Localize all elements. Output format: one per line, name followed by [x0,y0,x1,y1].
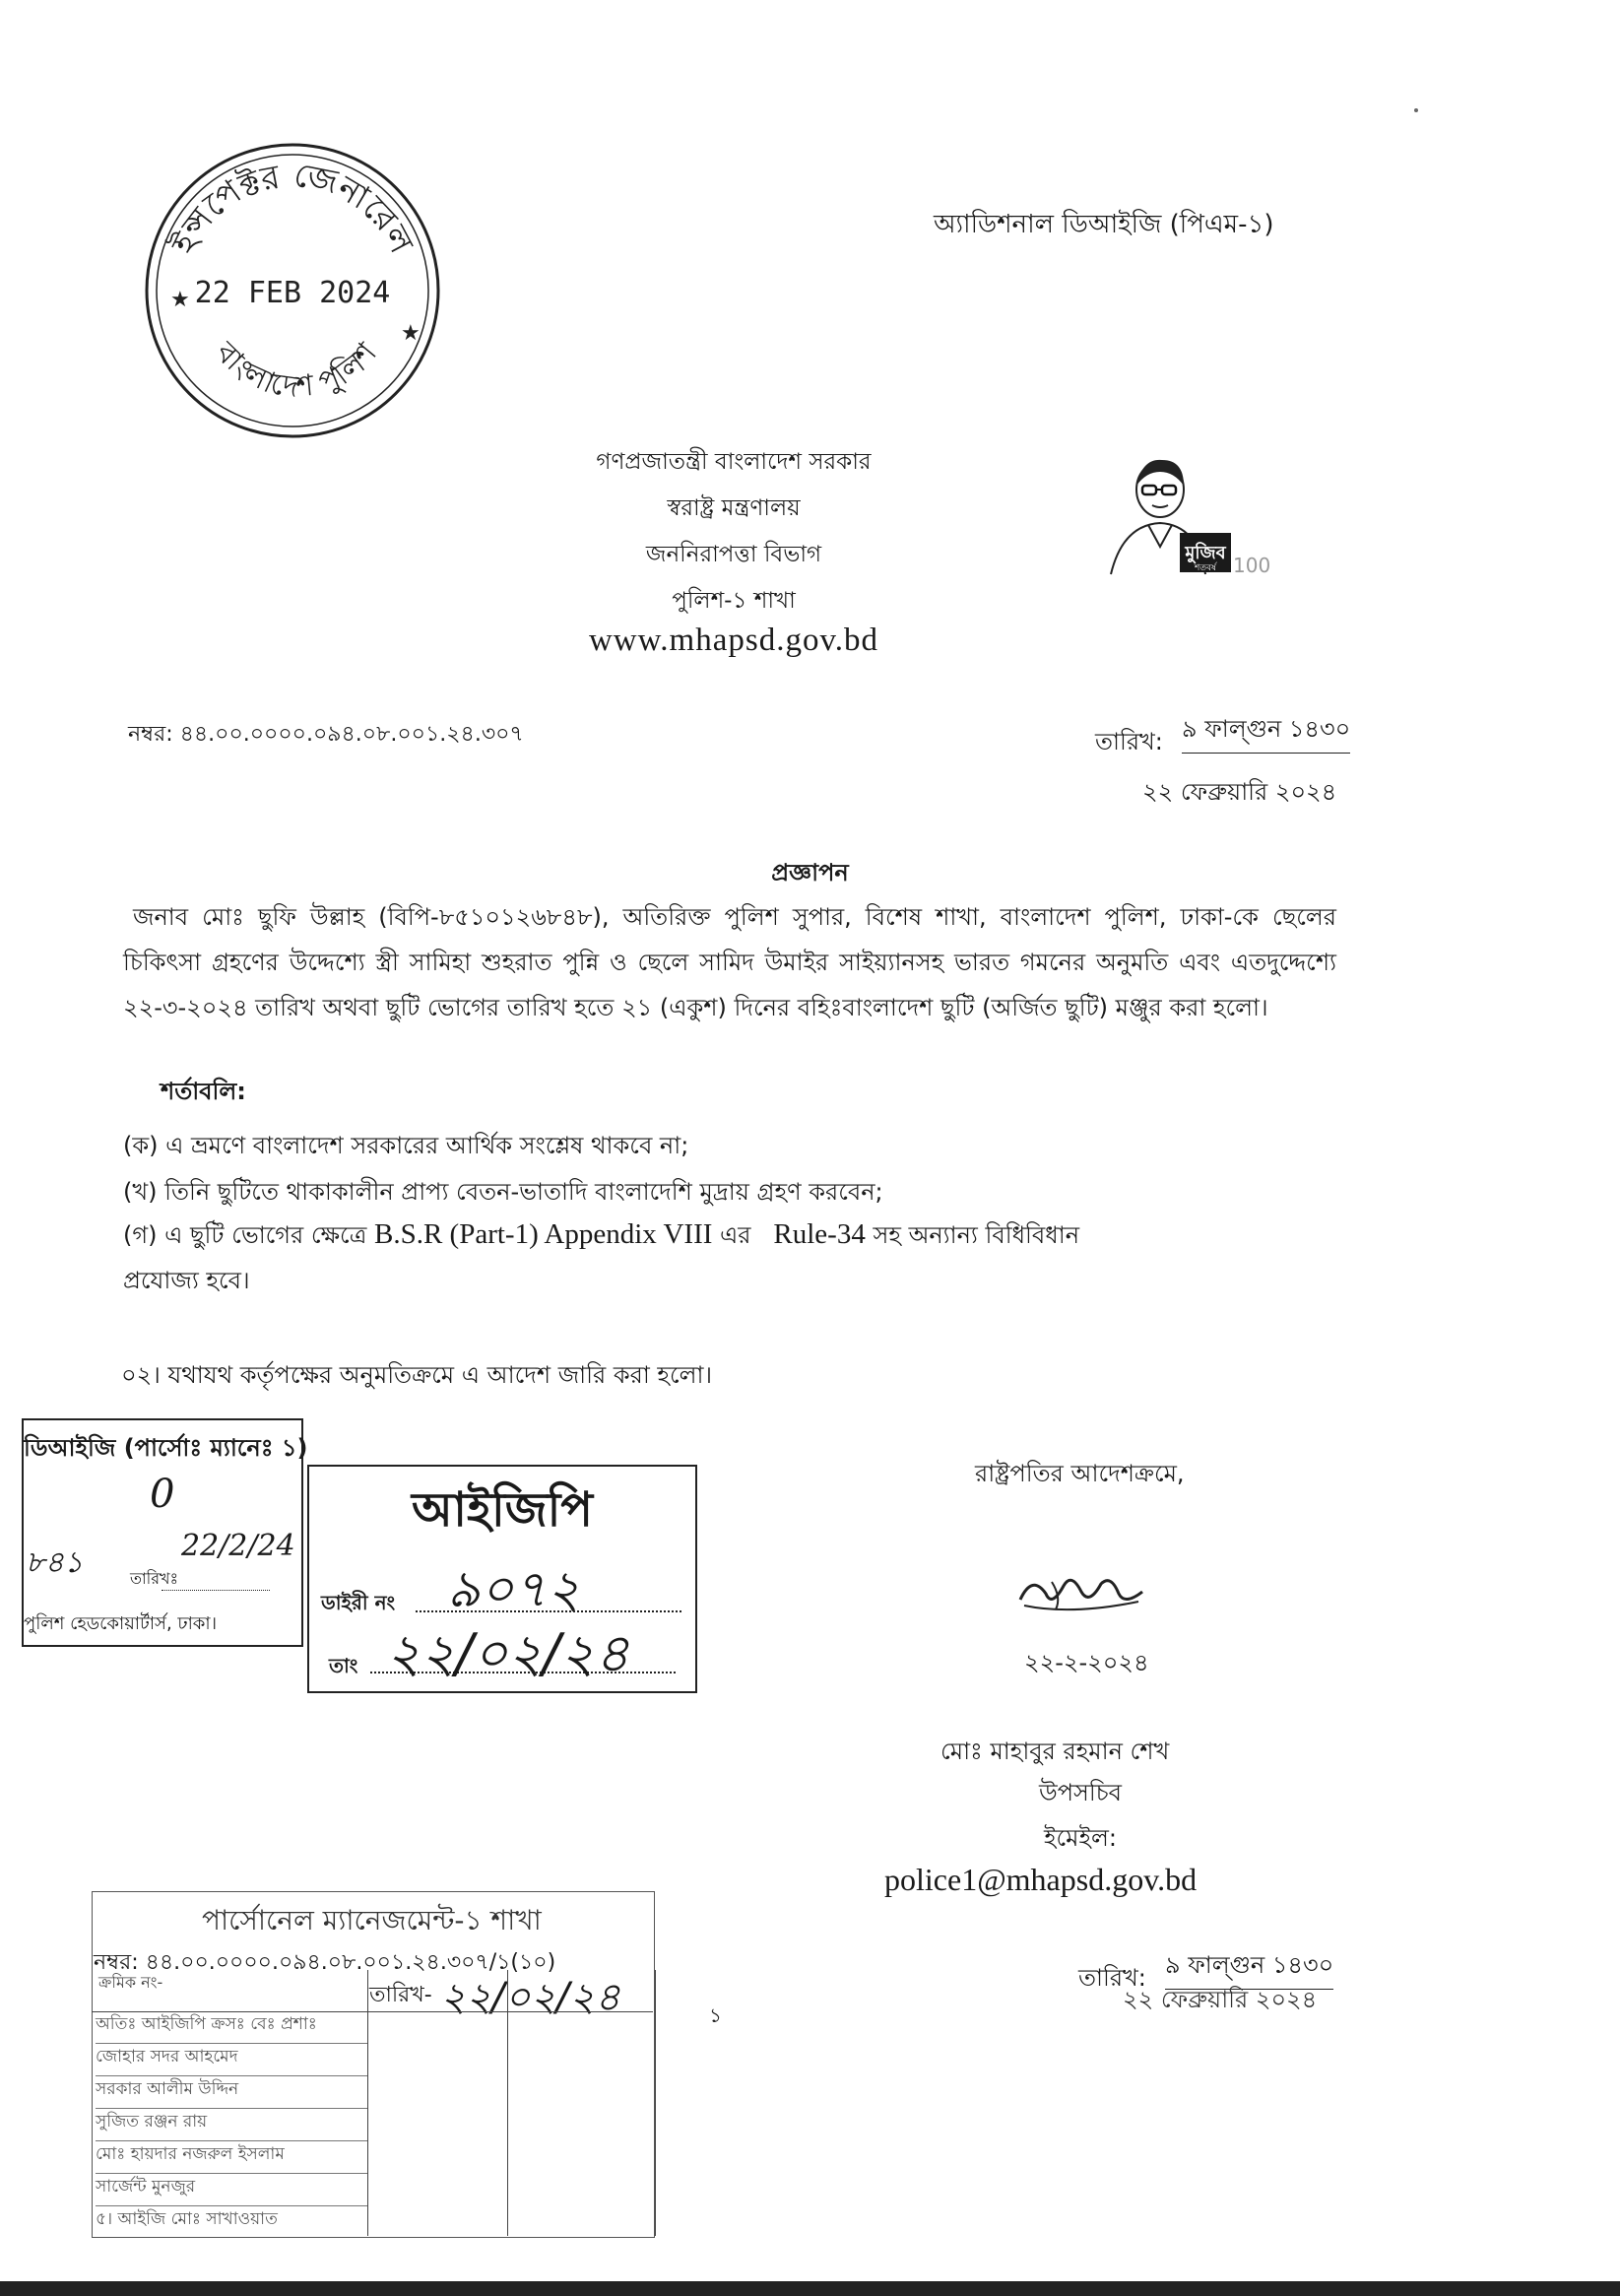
condition-c-rule: Rule-34 [773,1218,866,1250]
stamp1-number: ৮৪১ [26,1545,84,1580]
header-branch: পুলিশ-১ শাখা [672,588,796,614]
stamp1-date-label: তারিখঃ [130,1569,179,1588]
condition-c-line2: প্রযোজ্য হবে। [123,1267,250,1294]
condition-c-mid: এর [720,1221,751,1249]
portrait-icon [1103,448,1275,581]
stamp3-row: অতিঃ আইজিপি ক্রসঃ বেঃ প্রশাঃ [96,2011,367,2044]
igp-diary-stamp [307,1465,697,1693]
ig-office-seal [143,133,443,443]
page-number: ১ [709,2003,722,2027]
scan-bottom-edge [0,2281,1620,2296]
stamp2-diary-label: ডাইরী নং [321,1591,396,1614]
seal-graphic [143,133,443,443]
seal-bottom-text: বাংলাদেশ পুলিশ [208,335,384,405]
stamp3-date-hand: ২২/০২/২৪ [440,1975,620,2020]
stamp2-date: ২২/০২/২৪ [386,1622,629,1684]
condition-c-post: সহ অন্যান্য বিধিবিধান [873,1221,1080,1249]
stamp1-footer: পুলিশ হেডকোয়ার্টার্স, ঢাকা। [24,1613,218,1634]
stamp2-date-label: তাং [329,1654,358,1677]
header-website[interactable]: www.mhapsd.gov.bd [588,623,879,658]
mujib-borsho-logo [1103,448,1275,581]
seal-date: 22 FEB 2024 [194,276,391,310]
scan-speck [1414,108,1418,112]
conditions-title: শর্তাবলি: [161,1078,246,1105]
stamp3-row: জোহার সদর আহমেদ [96,2044,367,2076]
stamp1-date-hand: 22/2/24 [181,1529,295,1563]
dig-pm1-receipt-stamp [22,1418,308,1647]
signature-date: ২২-২-২০২৪ [1024,1649,1149,1676]
stamp3-date-label: তারিখ- [369,1983,432,2007]
stamp1-hand-mark: 0 [150,1472,175,1517]
stamp3-row: মোঃ হায়দার নজরুল ইসলাম [96,2141,367,2174]
header-gov: গণপ্রজাতন্ত্রী বাংলাদেশ সরকার [596,449,872,475]
signatory-name: মোঃ মাহাবুর রহমান শেখ [940,1738,1170,1765]
date2-english-cut: ২২ ফেব্রুয়ারি ২০২৪ [1123,1986,1318,2013]
pm1-distribution-stamp [74,1891,655,2241]
seal-top-text: ইন্সপেক্টর জেনারেল [163,155,421,260]
date-label: তারিখ: [1095,728,1163,755]
date2-label: তারিখ: [1078,1964,1146,1992]
notification-body: জনাব মোঃ ছুফি উল্লাহ (বিপি-৮৫১০১২৬৮৪৮), অতিরিক্ত পুলিশ সুপার, বিশেষ শাখা, বাংলাদেশ পুলিশ, ঢাকা-কে ছেলের চিকিৎসা গ্রহণের উদ্দেশ্যে স্ত্রী সামিহা শুহরাত পুন্নি ও ছেলে সামিদ উমাইর সাইয়্যানসহ ভারত গমনের অনুমতি এবং এতদুদ্দেশ্যে ২২-৩-২০২৪ তারিখ অথবা ছুটি ভোগের তারিখ হতে ২১ (একুশ) দিনের বহিঃবাংলাদেশ ছুটি (অর্জিত ছুটি) মঞ্জুর করা হলো। [123,903,1336,1021]
stamp3-row: সুজিত রঞ্জন রায় [96,2109,367,2141]
logo-num: 100 [1233,554,1271,577]
stamp2-diary-no: ৯০৭২ [447,1560,581,1619]
date2-bangla: ৯ ফাল্গুন ১৪৩০ [1165,1947,1333,1990]
memo-number: নম্বর: ৪৪.০০.০০০০.০৯৪.০৮.০০১.২৪.৩০৭ [128,722,524,747]
stamp1-date-line [162,1590,270,1591]
stamp3-row: সরকার আলীম উদ্দিন [96,2076,367,2109]
signature-icon [1012,1564,1150,1623]
stamp3-memo: নম্বর: ৪৪.০০.০০০০.০৯৪.০৮.০০১.২৪.৩০৭/১(১০) [94,1950,556,1975]
stamp1-title: ডিআইজি (পার্সোঃ ম্যানেঃ ১) [24,1434,308,1462]
stamp2-title: আইজিপি [412,1482,593,1538]
svg-text:★: ★ [170,288,190,312]
stamp3-title: পার্সোনেল ম্যানেজমেন্ট-১ শাখা [202,1904,542,1936]
stamp3-row: সার্জেন্ট মুনজুর [96,2174,367,2206]
by-order-of-president: রাষ্ট্রপতির আদেশক্রমে, [975,1460,1185,1487]
condition-c [123,1217,1079,1257]
signatory-designation: উপসচিব [1039,1779,1123,1806]
header-division: জননিরাপত্তা বিভাগ [645,542,822,567]
notification-title: প্রজ্ঞাপন [771,859,849,886]
stamp3-col-head: ক্রমিক নং- [98,1973,163,1992]
condition-a: (ক) এ ভ্রমণে বাংলাদেশ সরকারের আর্থিক সংশ্লেষ থাকবে না; [123,1132,689,1159]
addl-dig-label: অ্যাডিশনাল ডিআইজি (পিএম-১) [934,210,1274,239]
signatory-email[interactable]: police1@mhapsd.gov.bd [884,1862,1198,1897]
date-english: ২২ ফেব্রুয়ারি ২০২৪ [1142,778,1337,806]
condition-c-bsr: B.S.R (Part-1) Appendix VIII [373,1218,713,1250]
stamp3-rows [96,2011,367,2238]
date-bangla: ৯ ফাল্গুন ১৪৩০ [1182,711,1350,754]
email-label: ইমেইল: [1044,1824,1117,1852]
condition-c-pre: (গ) এ ছুটি ভোগের ক্ষেত্রে [123,1221,367,1249]
signature-mark [1012,1564,1150,1623]
paragraph-02: ০২। যথাযথ কর্তৃপক্ষের অনুমতিক্রমে এ আদেশ জারি করা হলো। [121,1361,713,1389]
svg-text:★: ★ [401,321,421,346]
logo-sub: শতবর্ষ [1194,563,1217,573]
condition-b: (খ) তিনি ছুটিতে থাকাকালীন প্রাপ্য বেতন-ভাতাদি বাংলাদেশি মুদ্রায় গ্রহণ করবেন; [123,1178,883,1206]
logo-text: মুজিব [1185,543,1226,563]
stamp3-row: ৫। আইজি মোঃ সাখাওয়াত [96,2209,278,2229]
header-ministry: স্বরাষ্ট্র মন্ত্রণালয় [667,495,801,521]
